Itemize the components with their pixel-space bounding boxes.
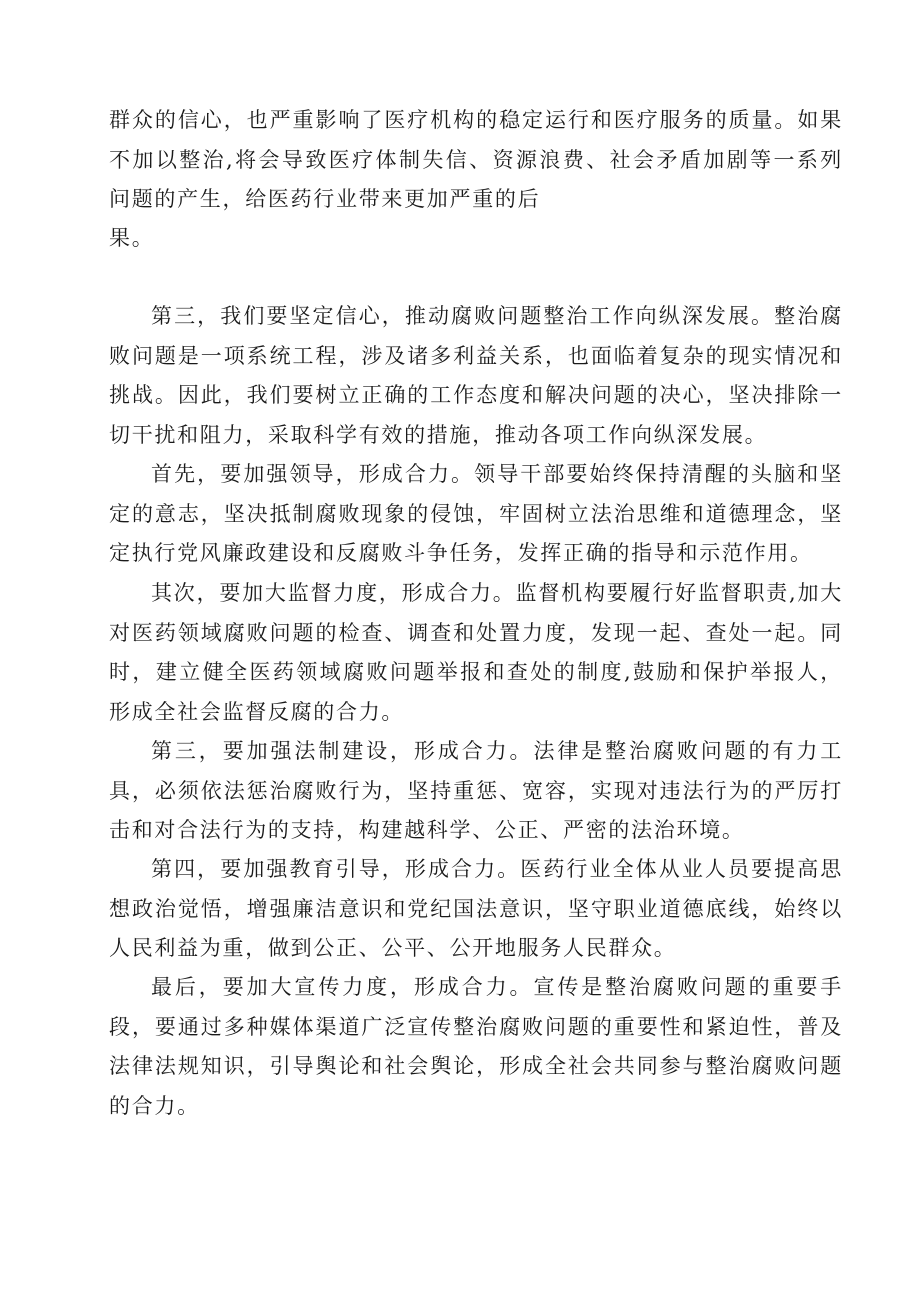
paragraph-third-legal: 第三，要加强法制建设，形成合力。法律是整治腐败问题的有力工具，必须依法惩治腐败行为，坚持重惩、宽容，实现对违法行为的严厉打击和对合法行为的支持，构建越科学、公正、严密的法治环境。 bbox=[109, 739, 843, 842]
paragraph-second-supervision: 其次，要加大监督力度，形成合力。监督机构要履行好监督职责,加大对医药领域腐败问题的检查、调查和处置力度，发现一起、查处一起。同时，建立健全医药领域腐败问题举报和查处的制度,鼓励和保护举报人，形成全社会监督反腐的合力。 bbox=[109, 581, 843, 724]
paragraph-first-leadership: 首先，要加强领导，形成合力。领导干部要始终保持清醒的头脑和坚定的意志，坚决抵制腐败现象的侵蚀，牢固树立法治思维和道德理念，坚定执行党风廉政建设和反腐败斗争任务，发挥正确的指导和示范作用。 bbox=[109, 462, 843, 565]
paragraph-third-confidence: 第三，我们要坚定信心，推动腐败问题整治工作向纵深发展。整治腐败问题是一项系统工程，涉及诸多利益关系，也面临着复杂的现实情况和挑战。因此，我们要树立正确的工作态度和解决问题的决心，坚决排除一切干扰和阻力，采取科学有效的措施，推动各项工作向纵深发展。 bbox=[109, 304, 843, 447]
paragraph-last-publicity: 最后，要加大宣传力度，形成合力。宣传是整治腐败问题的重要手段，要通过多种媒体渠道广泛宣传整治腐败问题的重要性和紧迫性，普及法律法规知识，引导舆论和社会舆论，形成全社会共同参与整治腐败问题的合力。 bbox=[109, 975, 843, 1118]
paragraph-fragment-top: 群众的信心，也严重影响了医疗机构的稳定运行和医疗服务的质量。如果不加以整治,将会导致医疗体制失信、资源浪费、社会矛盾加剧等一系列问题的产生，给医药行业带来更加严重的后 bbox=[109, 108, 843, 211]
paragraph-fragment-tail: 果。 bbox=[109, 226, 155, 250]
paragraph-fourth-education: 第四，要加强教育引导，形成合力。医药行业全体从业人员要提高思想政治觉悟，增强廉洁意识和党纪国法意识，坚守职业道德底线，始终以人民利益为重，做到公正、公平、公开地服务人民群众。 bbox=[109, 857, 843, 960]
